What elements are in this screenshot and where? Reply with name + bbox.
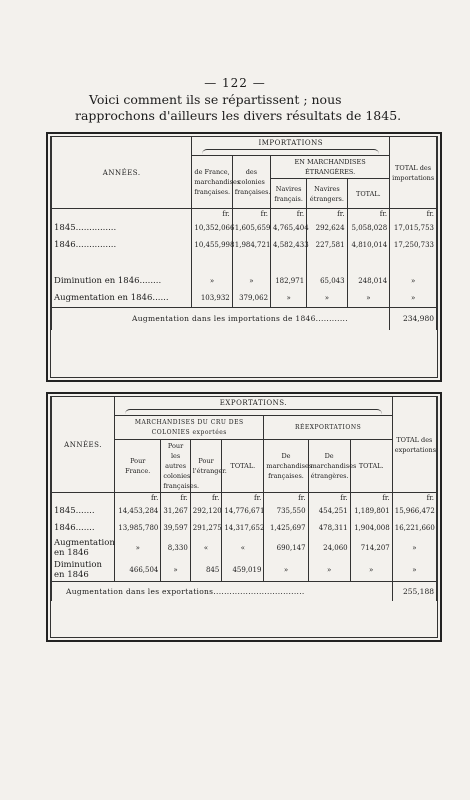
- table-cell: 1,189,801: [350, 504, 392, 519]
- table-cell: 292,120: [190, 504, 222, 519]
- unit-label: fr.: [115, 493, 161, 504]
- imports-table: [51, 137, 437, 330]
- row-label: 1846...............: [52, 236, 192, 254]
- table-row: [52, 220, 437, 236]
- unit-label: fr.: [271, 209, 307, 220]
- table-cell: 10,352,066: [192, 220, 232, 236]
- table-cell: »: [350, 559, 392, 582]
- exports-col-total: TOTAL des exportations: [392, 397, 436, 493]
- imports-col-france: de France, marchandises françaises.: [192, 156, 232, 209]
- table-cell: »: [308, 559, 350, 582]
- imports-summary-row: [52, 308, 437, 330]
- table-cell: 227,581: [307, 236, 347, 254]
- exports-summary-row: [52, 581, 437, 601]
- unit-label: fr.: [308, 493, 350, 504]
- unit-label: fr.: [392, 493, 436, 504]
- table-row: [52, 236, 437, 254]
- table-cell: 5,058,028: [347, 220, 390, 236]
- table-cell: «: [222, 537, 264, 559]
- imports-brace: [202, 149, 379, 154]
- table-cell: 103,932: [192, 290, 232, 308]
- row-label: Diminution en 1846........: [52, 272, 192, 290]
- unit-label: fr.: [307, 209, 347, 220]
- table-cell: »: [271, 290, 307, 308]
- table-cell: »: [307, 290, 347, 308]
- table-cell: 4,810,014: [347, 236, 390, 254]
- table-cell: »: [392, 537, 436, 559]
- exports-col-cru-total: TOTAL.: [222, 440, 264, 493]
- imports-title-text: IMPORTATIONS: [258, 139, 324, 147]
- table-row: [52, 290, 437, 308]
- unit-label: fr.: [232, 209, 270, 220]
- table-cell: 248,014: [347, 272, 390, 290]
- table-cell: 4,582,433: [271, 236, 307, 254]
- exports-col-pour-autres: Pour les autres colonies françaises.: [161, 440, 190, 493]
- unit-label: fr.: [390, 209, 437, 220]
- table-cell: 14,317,652: [222, 519, 264, 537]
- row-label: 1845.......: [52, 504, 115, 519]
- table-cell: 14,453,284: [115, 504, 161, 519]
- table-row: [52, 559, 437, 582]
- table-cell: «: [190, 537, 222, 559]
- summary-label: Augmentation dans les importations de 1846............: [52, 308, 390, 330]
- exports-col-pour-france: Pour France.: [115, 440, 161, 493]
- exports-col-pour-etranger: Pour l'étranger.: [190, 440, 222, 493]
- table-cell: 714,207: [350, 537, 392, 559]
- row-label: Augmentation en 1846......: [52, 290, 192, 308]
- table-cell: 454,251: [308, 504, 350, 519]
- summary-value: 255,188: [392, 581, 436, 601]
- table-row: [52, 504, 437, 519]
- table-cell: »: [390, 272, 437, 290]
- table-cell: 39,597: [161, 519, 190, 537]
- table-cell: 291,275: [190, 519, 222, 537]
- exports-title-text: EXPORTATIONS.: [219, 399, 288, 407]
- row-label: Augmentation en 1846: [52, 537, 115, 559]
- exports-table-frame: [46, 392, 442, 642]
- table-cell: »: [232, 272, 270, 290]
- table-cell: 17,250,733: [390, 236, 437, 254]
- exports-brace: [125, 409, 382, 414]
- summary-label: Augmentation dans les exportations..................................: [52, 581, 393, 601]
- exports-col-years: ANNÉES.: [52, 397, 115, 493]
- table-cell: 735,550: [264, 504, 308, 519]
- table-cell: 4,765,404: [271, 220, 307, 236]
- exports-col-cru-group: MARCHANDISES DU CRU DES COLONIES exportées: [115, 416, 264, 440]
- row-label: Diminution en 1846: [52, 559, 115, 582]
- table-cell: »: [264, 559, 308, 582]
- table-cell: 690,147: [264, 537, 308, 559]
- table-cell: 845: [190, 559, 222, 582]
- exports-col-reexp-group: RÉEXPORTATIONS: [264, 416, 392, 440]
- table-cell: 17,015,753: [390, 220, 437, 236]
- intro-paragraph: [75, 92, 405, 124]
- table-cell: »: [347, 290, 390, 308]
- table-cell: 478,311: [308, 519, 350, 537]
- table-cell: »: [161, 559, 190, 582]
- row-label: 1845...............: [52, 220, 192, 236]
- imports-table-frame: [46, 132, 442, 382]
- unit-label: fr.: [161, 493, 190, 504]
- row-label: 1846.......: [52, 519, 115, 537]
- table-cell: »: [392, 559, 436, 582]
- imports-col-colonies: des colonies françaises.: [232, 156, 270, 209]
- table-cell: 24,060: [308, 537, 350, 559]
- table-row: [52, 272, 437, 290]
- table-cell: 466,504: [115, 559, 161, 582]
- table-row: [52, 537, 437, 559]
- exports-col-reexp-total: TOTAL.: [350, 440, 392, 493]
- exports-col-reexp-etr: De marchandises étrangères.: [308, 440, 350, 493]
- exports-col-reexp-fr: De marchandises françaises.: [264, 440, 308, 493]
- summary-value: 234,980: [390, 308, 437, 330]
- unit-label: fr.: [222, 493, 264, 504]
- table-cell: 10,455,998: [192, 236, 232, 254]
- table-cell: »: [390, 290, 437, 308]
- table-cell: »: [115, 537, 161, 559]
- table-cell: 1,425,697: [264, 519, 308, 537]
- table-cell: 8,330: [161, 537, 190, 559]
- table-cell: 182,971: [271, 272, 307, 290]
- table-cell: 16,221,660: [392, 519, 436, 537]
- table-cell: 459,019: [222, 559, 264, 582]
- page-number: — 122 —: [204, 76, 266, 90]
- table-cell: 65,043: [307, 272, 347, 290]
- table-cell: 15,966,472: [392, 504, 436, 519]
- table-cell: 1,984,721: [232, 236, 270, 254]
- table-cell: 14,776,671: [222, 504, 264, 519]
- table-cell: 31,267: [161, 504, 190, 519]
- imports-col-total: TOTAL des importations: [390, 137, 437, 209]
- table-cell: 1,605,659: [232, 220, 270, 236]
- table-cell: 379,062: [232, 290, 270, 308]
- table-cell: 1,904,008: [350, 519, 392, 537]
- exports-table: [51, 397, 437, 601]
- table-row: [52, 519, 437, 537]
- table-cell: »: [192, 272, 232, 290]
- imports-col-navires-etr: Navires étrangers.: [307, 179, 347, 209]
- table-cell: 292,624: [307, 220, 347, 236]
- imports-title: [192, 137, 390, 156]
- unit-label: fr.: [347, 209, 390, 220]
- imports-col-years: ANNÉES.: [52, 137, 192, 209]
- unit-label: fr.: [350, 493, 392, 504]
- table-cell: 13,985,780: [115, 519, 161, 537]
- imports-col-total-sub: TOTAL.: [347, 179, 390, 209]
- exports-title: [115, 397, 393, 416]
- unit-label: fr.: [190, 493, 222, 504]
- intro-text: Voici comment ils se répartissent ; nous rapprochons d'ailleurs les divers résultats de 1845.: [75, 92, 402, 123]
- imports-col-foreign-group: EN MARCHANDISES ÉTRANGÈRES.: [271, 156, 390, 179]
- imports-col-navires-fr: Navires français.: [271, 179, 307, 209]
- unit-label: fr.: [192, 209, 232, 220]
- unit-label: fr.: [264, 493, 308, 504]
